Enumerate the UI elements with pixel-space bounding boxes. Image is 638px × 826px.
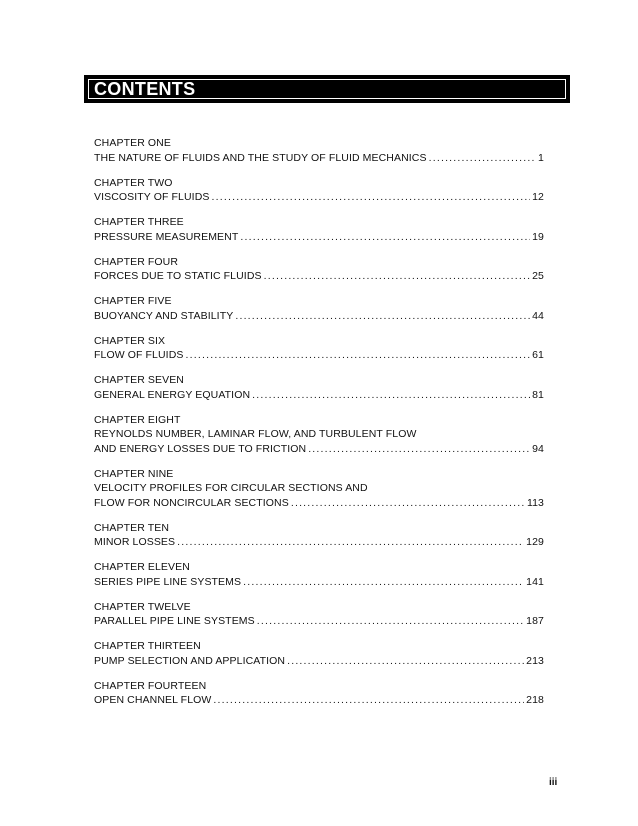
page-ref: 81 <box>532 388 544 401</box>
page-ref: 1 <box>538 151 544 164</box>
chapter-title: MINOR LOSSES <box>94 536 176 548</box>
chapter-title: VISCOSITY OF FLUIDS <box>94 191 210 203</box>
chapter-label: CHAPTER FIVE <box>94 295 172 307</box>
toc-row <box>94 614 544 629</box>
toc-row <box>94 190 544 205</box>
toc-row <box>94 388 544 403</box>
toc-row <box>94 309 544 324</box>
toc-row <box>94 269 544 284</box>
dot-leader <box>287 654 524 669</box>
chapter-label: CHAPTER TWELVE <box>94 600 191 613</box>
toc-row <box>94 575 544 590</box>
toc-row <box>94 496 544 511</box>
page-ref: 129 <box>526 536 544 548</box>
page-ref: 44 <box>532 309 544 322</box>
page-ref: 213 <box>526 654 544 667</box>
dot-leader <box>213 693 524 708</box>
chapter-label: CHAPTER NINE <box>94 467 174 480</box>
dot-leader <box>264 269 531 284</box>
chapter-label: CHAPTER EIGHT <box>94 413 181 426</box>
toc-row <box>94 693 544 708</box>
toc-entry[interactable] <box>94 373 544 402</box>
toc-row <box>94 535 544 550</box>
page-ref: 187 <box>526 615 544 627</box>
toc-row <box>94 654 544 669</box>
page-ref: 113 <box>526 496 544 509</box>
toc-entry[interactable] <box>94 294 544 323</box>
toc-entry[interactable] <box>94 521 544 550</box>
dot-leader <box>291 496 525 511</box>
dot-leader <box>243 575 524 590</box>
page-ref: 218 <box>526 694 544 706</box>
chapter-title: SERIES PIPE LINE SYSTEMS <box>94 575 242 588</box>
dot-leader <box>186 348 531 363</box>
toc-row <box>94 442 544 457</box>
dot-leader <box>252 388 530 403</box>
chapter-label: CHAPTER SEVEN <box>94 374 184 386</box>
chapter-label: CHAPTER ONE <box>94 137 171 149</box>
toc-entry[interactable] <box>94 600 544 629</box>
toc-entry[interactable] <box>94 215 544 244</box>
chapter-label: CHAPTER THREE <box>94 216 184 228</box>
toc-row <box>94 348 544 363</box>
chapter-label: CHAPTER FOUR <box>94 255 179 268</box>
chapter-title: FLOW OF FLUIDS <box>94 349 184 361</box>
chapter-title: PARALLEL PIPE LINE SYSTEMS <box>94 615 255 627</box>
dot-leader <box>211 190 530 205</box>
chapter-title: THE NATURE OF FLUIDS AND THE STUDY OF FLUID MECHANICS <box>94 151 427 164</box>
chapter-title: PUMP SELECTION AND APPLICATION <box>94 654 286 667</box>
chapter-label: CHAPTER ELEVEN <box>94 561 190 573</box>
toc-entry[interactable] <box>94 560 544 589</box>
chapter-title: OPEN CHANNEL FLOW <box>94 694 212 706</box>
toc-entry[interactable] <box>94 679 544 708</box>
dot-leader <box>177 535 524 550</box>
toc-entry[interactable] <box>94 467 544 511</box>
page-ref: 25 <box>532 270 544 282</box>
contents-header <box>84 75 570 103</box>
chapter-title: GENERAL ENERGY EQUATION <box>94 388 251 401</box>
toc-entry[interactable] <box>94 639 544 668</box>
dot-leader <box>257 614 524 629</box>
chapter-label: CHAPTER TWO <box>94 176 173 189</box>
dot-leader <box>240 230 530 245</box>
page-ref: 141 <box>526 575 544 588</box>
chapter-label: CHAPTER THIRTEEN <box>94 640 201 652</box>
chapter-title: FORCES DUE TO STATIC FLUIDS <box>94 270 262 282</box>
dot-leader <box>429 151 536 166</box>
chapter-title: BUOYANCY AND STABILITY <box>94 309 234 322</box>
page-ref: 19 <box>532 230 544 243</box>
dot-leader <box>235 309 530 324</box>
page-ref: 61 <box>532 349 544 361</box>
toc-entry[interactable] <box>94 255 544 284</box>
toc-entry[interactable] <box>94 176 544 205</box>
chapter-title-line: VELOCITY PROFILES FOR CIRCULAR SECTIONS AND <box>94 482 368 494</box>
chapter-title-line: REYNOLDS NUMBER, LAMINAR FLOW, AND TURBULENT FLOW <box>94 428 417 440</box>
table-of-contents <box>94 136 544 718</box>
toc-row <box>94 230 544 245</box>
chapter-label: CHAPTER TEN <box>94 521 169 534</box>
toc-entry[interactable] <box>94 136 544 165</box>
toc-row <box>94 151 544 166</box>
page-number: iii <box>549 777 558 788</box>
chapter-title: PRESSURE MEASUREMENT <box>94 230 239 243</box>
chapter-title: AND ENERGY LOSSES DUE TO FRICTION <box>94 442 307 455</box>
page-title: CONTENTS <box>94 79 196 99</box>
toc-entry[interactable] <box>94 413 544 457</box>
chapter-label: CHAPTER SIX <box>94 334 166 347</box>
page-ref: 94 <box>532 442 544 455</box>
dot-leader <box>308 442 530 457</box>
page-ref: 12 <box>532 191 544 203</box>
chapter-title: FLOW FOR NONCIRCULAR SECTIONS <box>94 496 289 509</box>
chapter-label: CHAPTER FOURTEEN <box>94 679 207 692</box>
toc-entry[interactable] <box>94 334 544 363</box>
